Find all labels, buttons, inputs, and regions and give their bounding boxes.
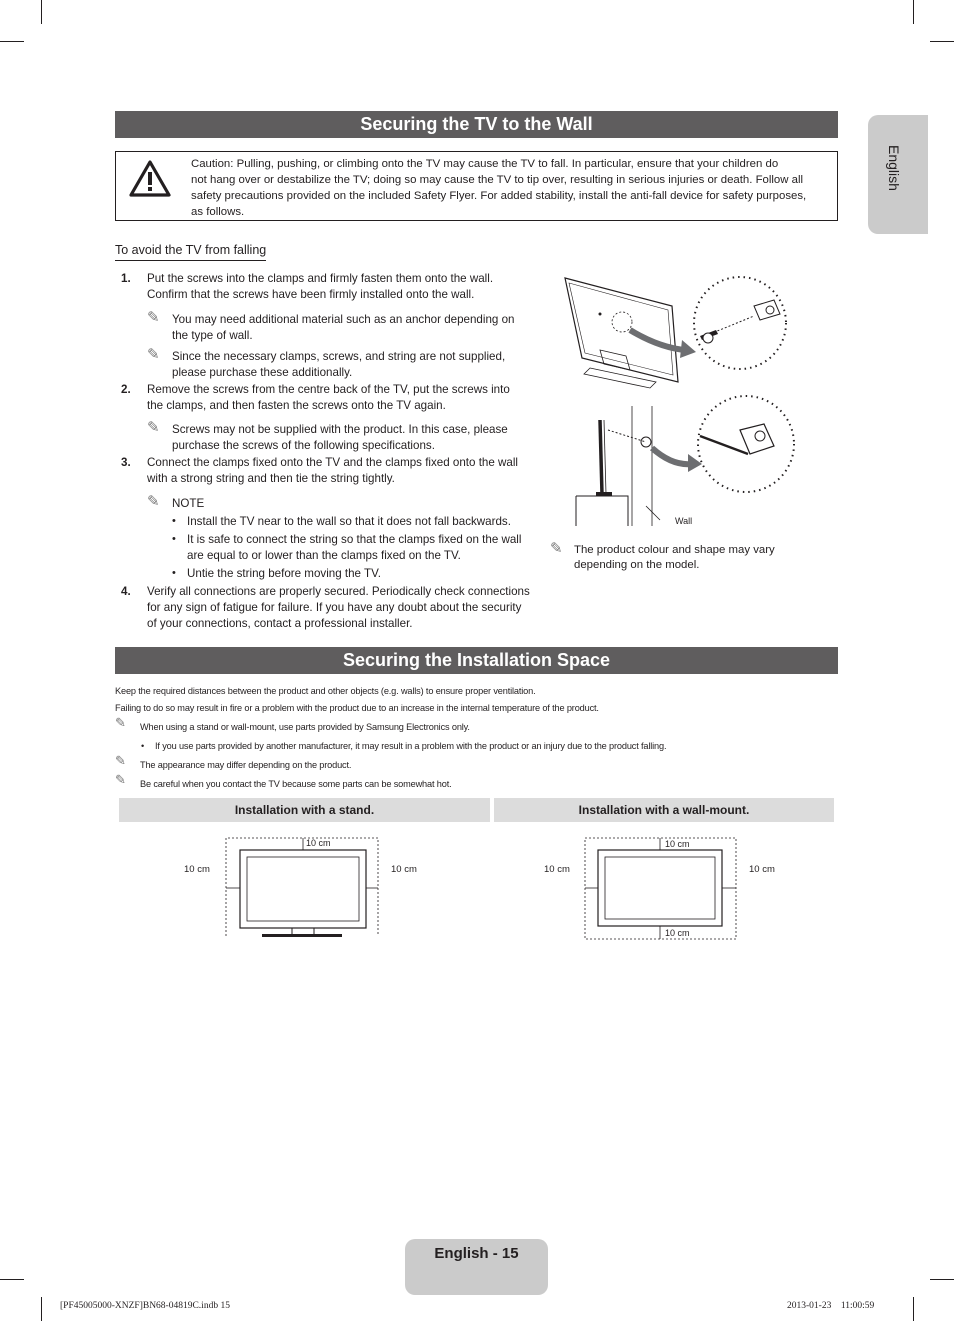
stand-clearance-diagram	[180, 832, 420, 942]
page-number: English - 15	[434, 1245, 519, 1262]
wall-label: Wall	[675, 516, 693, 526]
crop-mark	[41, 1297, 42, 1321]
caution-line: safety precautions provided on the included Safety Flyer. For added stability, install the anti-fall device for safety purposes,	[191, 190, 807, 202]
step-line: Remove the screws from the centre back of the TV, put the screws into	[147, 383, 510, 396]
memo-icon: ✎	[147, 493, 160, 510]
note-line: please purchase these additionally.	[172, 366, 353, 379]
step-line: Connect the clamps fixed onto the TV and the clamps fixed onto the wall	[147, 456, 518, 469]
memo-icon: ✎	[147, 346, 160, 363]
step-number: 2.	[121, 383, 131, 396]
step-number: 1.	[121, 272, 131, 285]
distance-label-left: 10 cm	[544, 864, 570, 875]
note-screws	[172, 422, 508, 454]
footer-file-info: [PF45005000-XNZF]BN68-04819C.indb 15	[60, 1301, 230, 1311]
distance-label-left: 10 cm	[184, 864, 210, 875]
memo-text: When using a stand or wall-mount, use parts provided by Samsung Electronics only.	[140, 722, 470, 732]
note-bullet: Untie the string before moving the TV.	[187, 567, 381, 580]
ventilation-text: Failing to do so may result in fire or a problem with the product due to an increase in the internal temperature of the product.	[115, 703, 599, 713]
note-bullet	[187, 532, 521, 564]
memo-icon: ✎	[115, 753, 126, 768]
memo-icon: ✎	[147, 309, 160, 326]
caution-label: Caution	[191, 158, 231, 170]
step-text	[147, 382, 510, 414]
step-text	[147, 271, 493, 303]
crop-mark	[41, 0, 42, 24]
bullet-dot: •	[172, 515, 176, 527]
distance-label-top: 10 cm	[665, 839, 690, 849]
wall-installation-header: Installation with a wall-mount.	[494, 798, 834, 822]
step-line: Verify all connections are properly secured. Periodically check connections	[147, 585, 530, 598]
memo-icon: ✎	[550, 540, 563, 557]
section-title-installation-space: Securing the Installation Space	[115, 647, 838, 674]
stand-installation-header: Installation with a stand.	[119, 798, 490, 822]
step-line: with a strong string and then tie the string tightly.	[147, 472, 395, 485]
caution-line: not hang over or destabilize the TV; doing so may cause the TV to tip over, resulting in serious injuries or death. Follow all	[191, 174, 804, 186]
caution-text	[191, 156, 831, 220]
step-line: for any sign of fatigue for failure. If you have any doubt about the security	[147, 601, 522, 614]
note-bullet: Install the TV near to the wall so that it does not fall backwards.	[187, 515, 511, 528]
crop-mark	[913, 0, 914, 24]
crop-mark	[930, 1279, 954, 1280]
step-text	[147, 455, 518, 487]
bullet-text: If you use parts provided by another manufacturer, it may result in a problem with the product or an injury due to the product falling.	[155, 741, 667, 751]
step-line: Confirm that the screws have been firmly installed onto the wall.	[147, 288, 475, 301]
language-side-tab	[868, 115, 928, 234]
crop-mark	[0, 1279, 24, 1280]
memo-icon: ✎	[115, 772, 126, 787]
figure-caption	[574, 543, 775, 573]
memo-text: Be careful when you contact the TV because some parts can be somewhat hot.	[140, 779, 452, 789]
memo-text: The appearance may differ depending on the product.	[140, 760, 352, 770]
note-anchor	[172, 312, 514, 344]
note-line: are equal to or lower than the clamps fixed on the TV.	[187, 549, 461, 562]
note-purchase	[172, 349, 505, 381]
section-title-securing-tv: Securing the TV to the Wall	[115, 111, 838, 138]
note-line: Screws may not be supplied with the product. In this case, please	[172, 423, 508, 436]
memo-icon: ✎	[115, 715, 126, 730]
note-line: It is safe to connect the string so that the clamps fixed on the wall	[187, 533, 522, 546]
caution-line: as follows.	[191, 206, 245, 218]
step-number: 4.	[121, 585, 131, 598]
bullet-dot: •	[172, 567, 176, 579]
step-text	[147, 584, 530, 632]
bullet-dot: •	[141, 741, 145, 751]
caution-line: : Pulling, pushing, or climbing onto the TV may cause the TV to fall. In particular, ensure that your children do	[230, 158, 779, 170]
step-line: of your connections, contact a professional installer.	[147, 617, 413, 630]
footer-timestamp: 2013-01-23 11:00:59	[787, 1301, 875, 1311]
note-line: purchase the screws of the following specifications.	[172, 439, 435, 452]
memo-icon: ✎	[147, 419, 160, 436]
step-number: 3.	[121, 456, 131, 469]
caption-line: The product colour and shape may vary	[574, 544, 775, 556]
caption-line: depending on the model.	[574, 559, 700, 571]
note-line: Since the necessary clamps, screws, and string are not supplied,	[172, 350, 506, 363]
distance-label-right: 10 cm	[391, 864, 417, 875]
subheading-avoid-falling: To avoid the TV from falling	[115, 243, 266, 261]
step-line: the clamps, and then fasten the screws onto the TV again.	[147, 399, 446, 412]
distance-label-right: 10 cm	[749, 864, 775, 875]
crop-mark	[913, 1297, 914, 1321]
wall-mount-clearance-diagram	[540, 832, 780, 944]
distance-label-top: 10 cm	[306, 838, 331, 848]
warning-icon	[128, 159, 172, 199]
note-label: NOTE	[172, 497, 205, 510]
wall-mount-illustration	[560, 270, 805, 532]
note-line: the type of wall.	[172, 329, 253, 342]
crop-mark	[930, 41, 954, 42]
language-tab-label: English	[886, 145, 902, 191]
caution-box	[115, 151, 838, 221]
ventilation-text: Keep the required distances between the product and other objects (e.g. walls) to ensure proper ventilation.	[115, 686, 536, 696]
note-line: You may need additional material such as an anchor depending on	[172, 313, 515, 326]
crop-mark	[0, 41, 24, 42]
bullet-dot: •	[172, 533, 176, 545]
distance-label-bottom: 10 cm	[665, 928, 690, 938]
step-line: Put the screws into the clamps and firmly fasten them onto the wall.	[147, 272, 494, 285]
page-number-tab	[405, 1239, 548, 1295]
